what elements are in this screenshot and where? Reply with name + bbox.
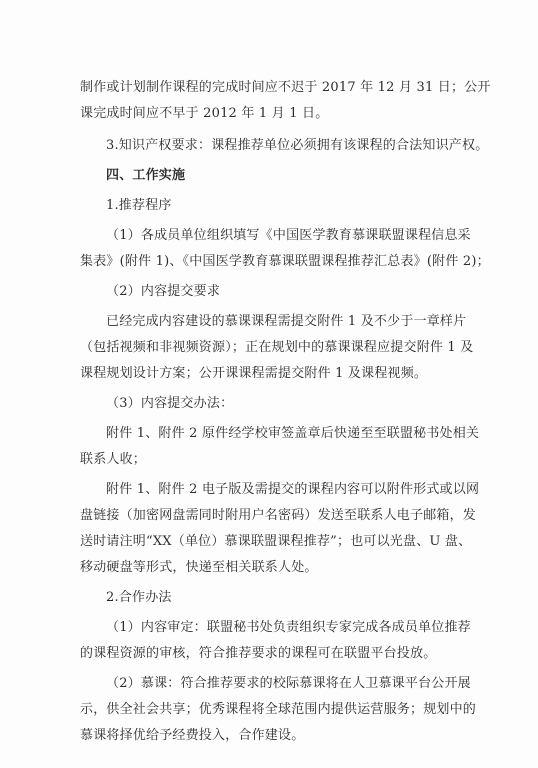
text-line: （2）慕课：符合推荐要求的校际慕课将在人卫慕课平台公开展 (106, 676, 471, 691)
text-line: 示，供全社会共享；优秀课程将全球范围内提供运营服务；规划中的 (80, 702, 477, 717)
subsection-heading: （2）内容提交要求 (106, 284, 221, 299)
text-line: 3.知识产权要求：课程推荐单位必须拥有该课程的合法知识产权。 (106, 138, 489, 153)
document-body (80, 75, 491, 749)
text-line: 慕课将择优给予经费投入，合作建设。 (80, 728, 305, 743)
text-line: 的课程资源的审核，符合推荐要求的课程可在联盟平台投放。 (80, 646, 437, 661)
subsection-heading: 1.推荐程序 (106, 198, 172, 213)
text-line: 盘链接（加密网盘需同时附用户名密码）发送至联系人电子邮箱，发 (80, 508, 477, 523)
text-line: （1）各成员单位组织填写《中国医学教育慕课联盟课程信息采 (106, 228, 471, 243)
text-line: 送时请注明“XX（单位）慕课联盟课程推荐”；也可以光盘、U 盘、 (80, 534, 472, 549)
text-line: 制作或计划制作课程的完成时间应不迟于 2017 年 12 月 31 日；公开 (80, 80, 491, 95)
text-line: （包括视频和非视频资源）；正在规划中的慕课课程应提交附件 1 及 (80, 340, 474, 355)
text-line: 课程规划设计方案；公开课课程需提交附件 1 及课程视频。 (80, 366, 428, 381)
subsection-heading: 2.合作办法 (106, 590, 172, 605)
text-line: 附件 1、附件 2 原件经学校审签盖章后快递至至联盟秘书处相关 (106, 426, 480, 441)
text-line: 集表》(附件 1)、《中国医学教育慕课联盟课程推荐汇总表》(附件 2)； (80, 254, 490, 269)
text-line: 课完成时间应不早于 2012 年 1 月 1 日。 (80, 106, 329, 121)
text-line: 联系人收； (80, 452, 147, 467)
text-line: 已经完成内容建设的慕课课程需提交附件 1 及不少于一章样片 (106, 314, 467, 329)
text-line: （1）内容审定：联盟秘书处负责组织专家完成各成员单位推荐 (106, 620, 471, 635)
text-line: 附件 1、附件 2 电子版及需提交的课程内容可以附件形式或以网 (106, 482, 480, 497)
text-line: 移动硬盘等形式，快递至相关联系人处。 (80, 560, 318, 575)
section-heading: 四、工作实施 (106, 168, 186, 183)
subsection-heading: （3）内容提交办法： (106, 396, 234, 411)
